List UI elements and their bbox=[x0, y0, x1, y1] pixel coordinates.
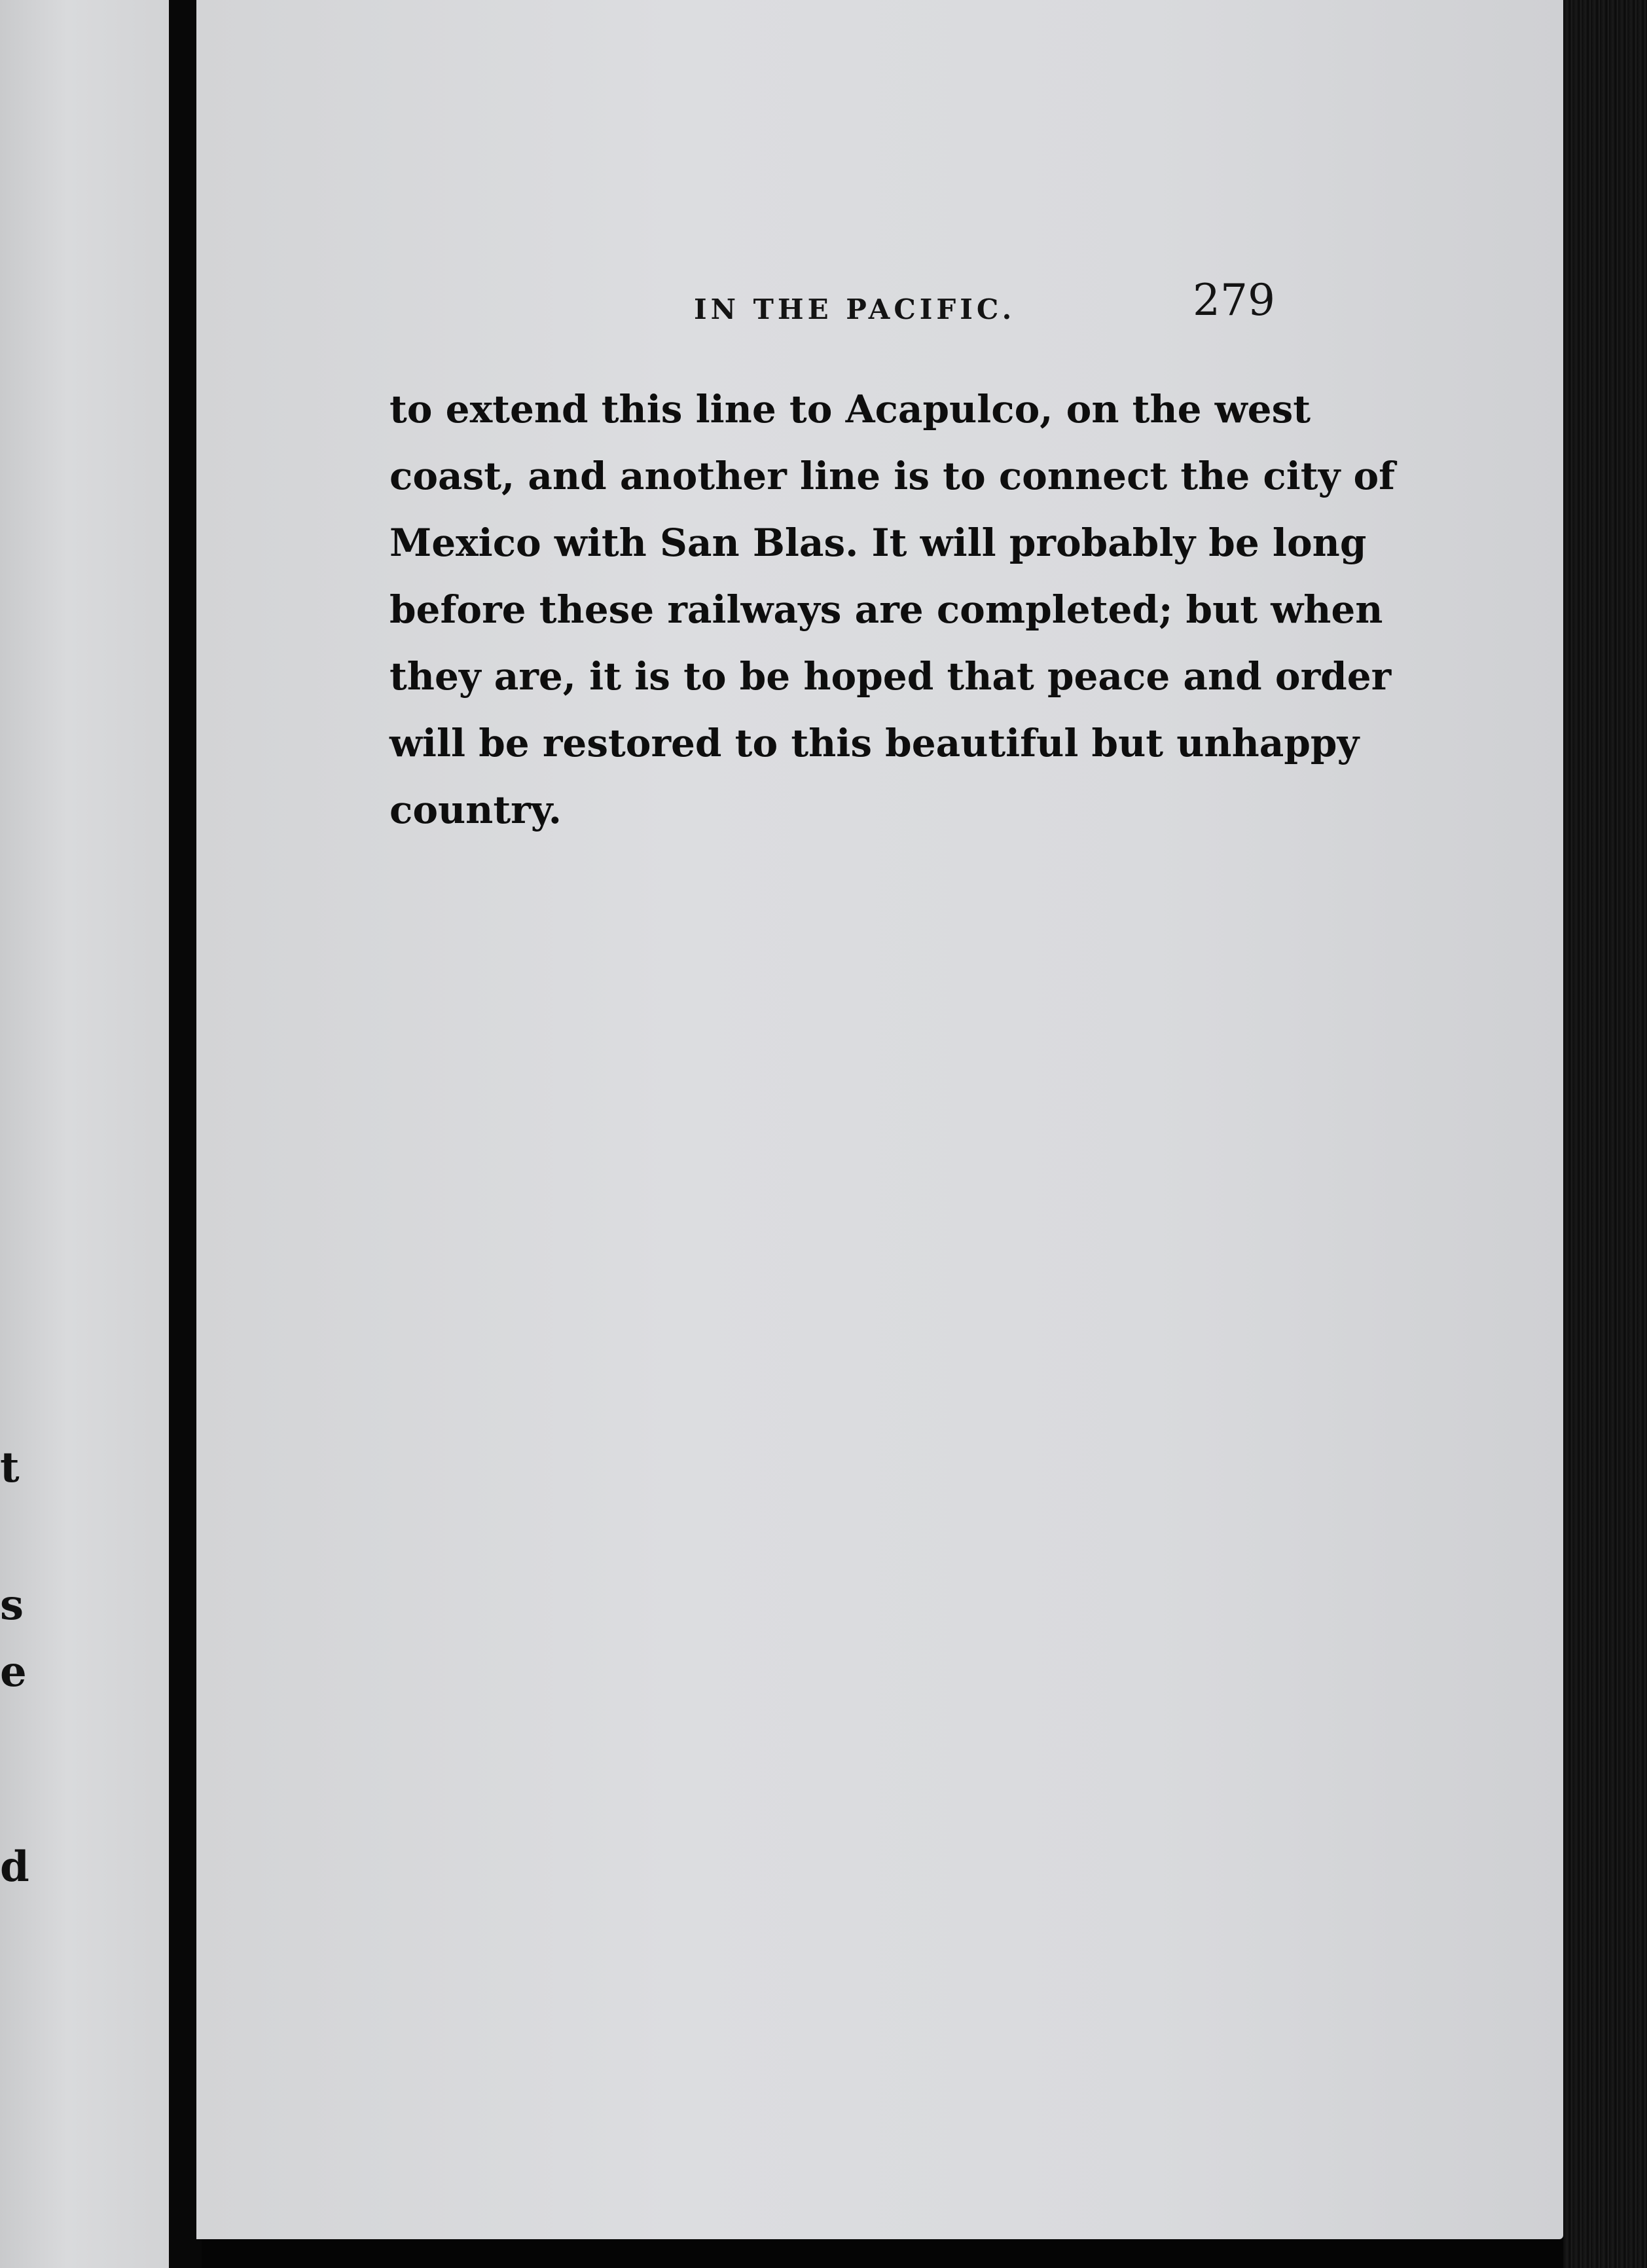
running-title: IN THE PACIFIC. bbox=[694, 293, 1016, 325]
text-line: to extend this line to Acapulco, on the west bbox=[389, 387, 1311, 431]
text-line: country. bbox=[389, 788, 562, 832]
book-page-edges bbox=[1563, 0, 1647, 2268]
running-head bbox=[196, 275, 1563, 327]
fragment-char: t bbox=[0, 1443, 20, 1492]
text-line: they are, it is to be hoped that peace and order bbox=[389, 654, 1392, 699]
text-line: coast, and another line is to connect the city of bbox=[389, 454, 1396, 498]
body-paragraph bbox=[389, 376, 1396, 843]
page-number: 279 bbox=[1193, 275, 1275, 325]
fragment-char: e bbox=[0, 1647, 27, 1696]
previous-page-edge bbox=[0, 0, 169, 2268]
fragment-char: s bbox=[0, 1581, 24, 1630]
text-line: Mexico with San Blas. It will probably be long bbox=[389, 521, 1367, 565]
previous-page-text-fragments bbox=[0, 0, 29, 2268]
book-page bbox=[196, 0, 1563, 2239]
text-line: before these railways are completed; but when bbox=[389, 587, 1383, 632]
text-line: will be restored to this beautiful but unhappy bbox=[389, 721, 1360, 765]
fragment-char: d bbox=[0, 1842, 29, 1892]
